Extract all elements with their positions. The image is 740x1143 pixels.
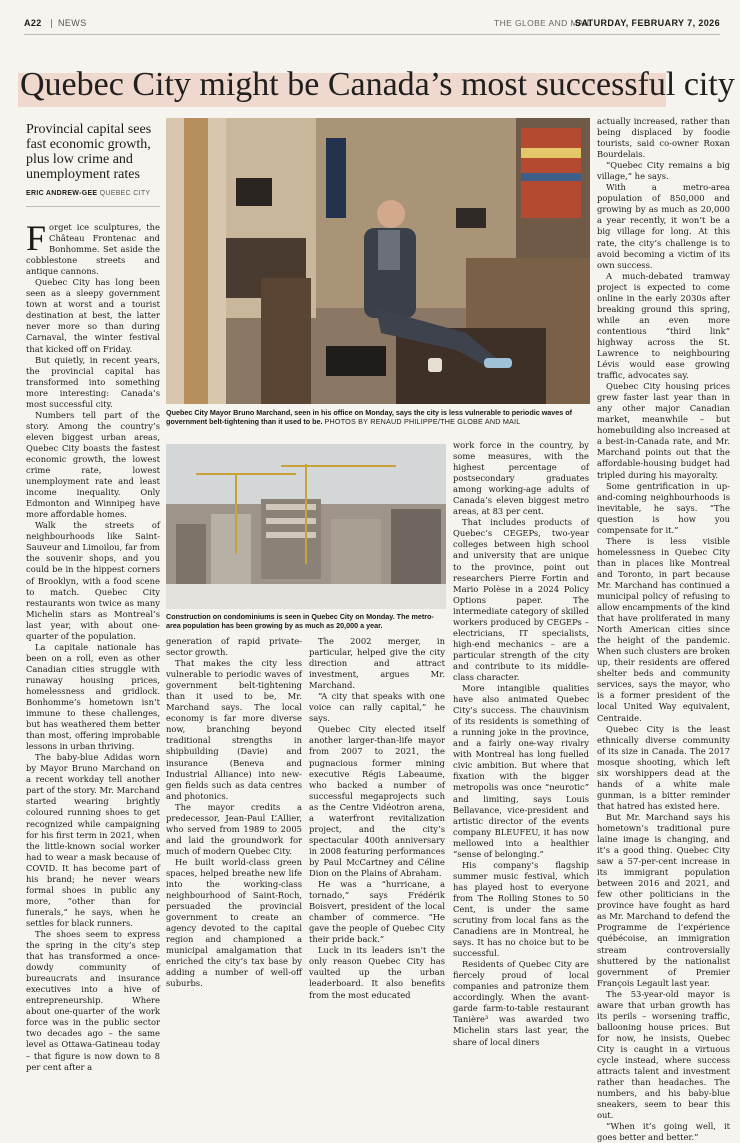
- article-paragraph: work force in the country, by some measures, with the highest percentage of postsecondary graduates among working-age adults of Canada’s eleven biggest metro areas, at 83 per cent.: [453, 440, 589, 517]
- photo-credit: PHOTOS BY RENAUD PHILIPPE/THE GLOBE AND MAIL: [324, 417, 521, 426]
- article-paragraph: actually increased, rather than being displaced by foodie tourists, said co-owner Roxan Bourdelais.: [597, 116, 730, 160]
- article-paragraph: “When it’s going well, it goes better and better.”: [597, 1121, 730, 1143]
- page-header: [24, 18, 720, 34]
- article-paragraph: Quebec City is the least ethnically diverse community of its size in Canada. The 2017 mosque shooting, which left six worshippers dead at the hands of a white male gunman, is a bitter reminder that hatred has existed here.: [597, 723, 730, 811]
- article-paragraph: But quietly, in recent years, the provincial capital has transformed into something more interesting: Canada’s most successful city.: [26, 354, 160, 409]
- mayor-office-illustration: [166, 118, 590, 404]
- article-paragraph: More intangible qualities have also animated Quebec City’s success. The chauvinism of its residents is something of a running joke in the province, and a fairly one-way rivalry with Montreal has long fuelled civic ambition. But where that fixation with the bigger metropolis was once “neurotic” and limiting, says Louis Bellavance, vice-president and artistic director of the events company BLEUFEU, it has now mellowed into a healthier “sense of belonging.”: [453, 683, 589, 859]
- construction-photo: [166, 444, 446, 609]
- page-number: A22: [24, 18, 42, 28]
- article-paragraph: Forget ice sculptures, the Château Frontenac and Bonhomme. Set aside the cobblestone streets and antique cannons.: [26, 218, 160, 277]
- header-rule: [24, 34, 720, 35]
- article-paragraph: Residents of Quebec City are fiercely proud of local companies and patronize them accordingly. When the avant-garde farm-to-table restaurant Tanière³ was awarded two Michelin stars last year, the share of local diners: [453, 959, 589, 1047]
- article-column-5: [597, 116, 730, 1143]
- drop-cap: F: [26, 218, 47, 258]
- article-paragraph: “A city that speaks with one voice can rally capital,” he says.: [309, 691, 445, 724]
- article-paragraph: His company’s flagship summer music festival, which has played host to everyone from The Rolling Stones to 50 Cent, is under the same scrutiny from local fans as the Canadiens are in Montreal, he says. It has no choice but to be successful.: [453, 859, 589, 959]
- article-column-2: [166, 636, 302, 989]
- issue-date: SATURDAY, FEBRUARY 7, 2026: [575, 18, 720, 28]
- article-paragraph: The shoes seem to express the spring in the city’s step that has transformed a once-dowdy community of bureaucrats and insurance executives into a hive of entrepreneurship. Where about one-quarter of the work force was in the public sector two decades ago – the same level as Ottawa-Gatineau today – that figure is now down to 8 per cent after a: [26, 929, 160, 1072]
- article-paragraph: Luck in its leaders isn’t the only reason Quebec City has vaulted up the urban leaderboard. It also benefits from the most educated: [309, 945, 445, 1000]
- byline-author: ERIC ANDREW-GEE: [26, 190, 98, 197]
- article-paragraph: “Quebec City remains a big village,” he says.: [597, 160, 730, 182]
- section-name: NEWS: [58, 18, 87, 28]
- article-column-4: [453, 440, 589, 1047]
- byline-rule: [26, 206, 160, 207]
- article-paragraph: The 53-year-old mayor is aware that urban growth has its perils – worsening traffic, ballooning house prices. But for now, he insists, Quebec City is caught in a virtuous cycle instead, where success attracts talent and investment rather than headaches. The numbers, and his baby-blue sneakers, seem to bear this out.: [597, 988, 730, 1121]
- article-paragraph: But Mr. Marchand says his hometown’s traditional pure laine image is changing, and it’s a good thing. Quebec City saw a 57-per-cent increase in its immigrant population between 2016 and 2021, and few other politicians in the province have fought as hard as Mr. Marchand to defend the Programme de l’expérience québécoise, an immigration stream controversially shuttered by the nationalist government of Premier François Legault last year.: [597, 811, 730, 988]
- article-paragraph: With a metro-area population of 850,000 and growing by as much as 20,000 a year recently, it won’t be a big village for long. At this rate, the city’s challenge is to avoid becoming a victim of its own success.: [597, 182, 730, 270]
- mayor-office-photo: [166, 118, 590, 404]
- construction-photo-caption: Construction on condominiums is seen in Quebec City on Monday. The metro-area population has been growing by as much as 20,000 a year.: [166, 612, 434, 630]
- article-paragraph: Quebec City housing prices grew faster last year than in any other major Canadian market, meanwhile – but homebuilding also increased at a best-in-Canada rate, and Mr. Marchand points out that the affordable-housing budget had tripled during his mayoralty.: [597, 381, 730, 480]
- headline: Quebec City might be Canada’s most successful city: [20, 66, 735, 103]
- mayor-photo-caption: [166, 408, 586, 436]
- article-column-1: [26, 218, 160, 1072]
- article-paragraph: He was a “hurricane, a tornado,” says Frédérik Boisvert, president of the local chamber of commerce. “He gave the people of Quebec City their pride back.”: [309, 879, 445, 945]
- article-paragraph: generation of rapid private-sector growth.: [166, 636, 302, 658]
- article-paragraph: Quebec City has long been seen as a sleepy government town at worst and a tourist destination at best, the latter never more so than during Carnaval, the winter festival that kicked off on Friday.: [26, 277, 160, 354]
- article-paragraph: That includes products of Quebec’s CEGEPs, two-year colleges between high school and university that are unique to the province, point out researchers Pierre Fortin and Mario Polèse in a 2024 Policy Options paper. The intermediate category of skilled workers produced by CEGEPs – electricians, IT specialists, high-end mechanics – are a particular strength of the city and contribute to its middle-class character.: [453, 517, 589, 682]
- publication-name: THE GLOBE AND MAIL: [494, 18, 592, 28]
- article-paragraph: Walk the streets of neighbourhoods like Saint-Sauveur and Limoilou, far from the souvenir shops, and you could be in the hippest corners of Brooklyn, with a food scene to match. Quebec City restaurants won twice as many Michelin stars as Montreal’s last year, with about one-quarter of the population.: [26, 520, 160, 641]
- article-paragraph: He built world-class green spaces, helped breathe new life into the working-class neighbourhood of Saint-Roch, persuaded the provincial government to create an agency devoted to the capital region and championed a municipal amalgamation that enriched the city’s tax base by adding a number of well-off suburbs.: [166, 856, 302, 989]
- article-paragraph: The 2002 merger, in particular, helped give the city direction and attract investment, argues Mr. Marchand.: [309, 636, 445, 691]
- deck: Provincial capital sees fast economic growth, plus low crime and unemployment rates: [26, 122, 152, 182]
- article-paragraph: The mayor credits a predecessor, Jean-Paul L’Allier, who served from 1989 to 2005 and laid the groundwork for much of modern Quebec City.: [166, 801, 302, 856]
- header-divider: [51, 19, 52, 28]
- article-paragraph: Quebec City elected itself another larger-than-life mayor from 2007 to 2021, the pugnacious former mining executive Régis Labeaume, who backed a number of successful megaprojects such as the Centre Vidéotron arena, a waterfront revitalization project, and the city’s spectacular 400th anniversary in 2008 featuring performances by Paul McCartney and Céline Dion on the Plains of Abraham.: [309, 724, 445, 878]
- article-paragraph: There is less visible homelessness in Quebec City than in places like Montreal and Toronto, in part because Mr. Marchand has continued a municipal policy of refusing to allow encampments of the kind that have proliferated in many North American cities since the height of the pandemic. When such clusters are broken up, their residents are offered shelter beds and community services, says the mayor, who is a former president of the local United Way equivalent, Centraide.: [597, 535, 730, 723]
- article-column-3: [309, 636, 445, 1000]
- article-paragraph: The baby-blue Adidas worn by Mayor Bruno Marchand on a recent workday tell another part of the story. Mr. Marchand started wearing brightly coloured running shoes to get recognized while campaigning for his first term in 2021, when the little-known social worker had to wear a mask because of COVID. It has become part of his brand; he never wears formal shoes in public any more, “other than for funerals,” he says, when he settles for black runners.: [26, 752, 160, 928]
- article-paragraph: La capitale nationale has been on a roll, even as other Canadian cities struggle with runaway housing prices, homelessness and gridlock. Bonhomme’s hometown isn’t immune to these challenges, but has weathered them better than most, offering improbable lessons in urban thriving.: [26, 641, 160, 752]
- article-paragraph: A much-debated tramway project is expected to come online in the early 2030s after breaking ground this spring, while an even more contentious “third link” highway across the St. Lawrence to neighbouring Lévis would ease growing traffic, advocates say.: [597, 270, 730, 381]
- byline-location: QUEBEC CITY: [99, 190, 151, 197]
- mayor-photo-caption-text: Quebec City Mayor Bruno Marchand, seen in his office on Monday, says the city is less vulnerable to periodic waves of government belt-tightening than it used to be.: [166, 408, 573, 426]
- construction-illustration: [166, 444, 446, 609]
- article-paragraph: Numbers tell part of the story. Among the country’s eleven biggest urban areas, Quebec City boasts the fastest economic growth, the lowest crime rate, lowest unemployment rate and least income inequality. Only Edmonton and Winnipeg have more affordable homes.: [26, 409, 160, 520]
- article-paragraph: Some gentrification in up-and-coming neighbourhoods is inevitable, he says. “The question is how you compensate for it.”: [597, 480, 730, 535]
- article-paragraph: That makes the city less vulnerable to periodic waves of government belt-tightening than it used to be, Mr. Marchand says. The local economy is far more diverse now, branching beyond traditional strengths in shipbuilding (Davie) and insurance (Beneva and Industrial Alliance) into new-gen fields such as data centres and photonics.: [166, 658, 302, 801]
- byline: [26, 190, 166, 197]
